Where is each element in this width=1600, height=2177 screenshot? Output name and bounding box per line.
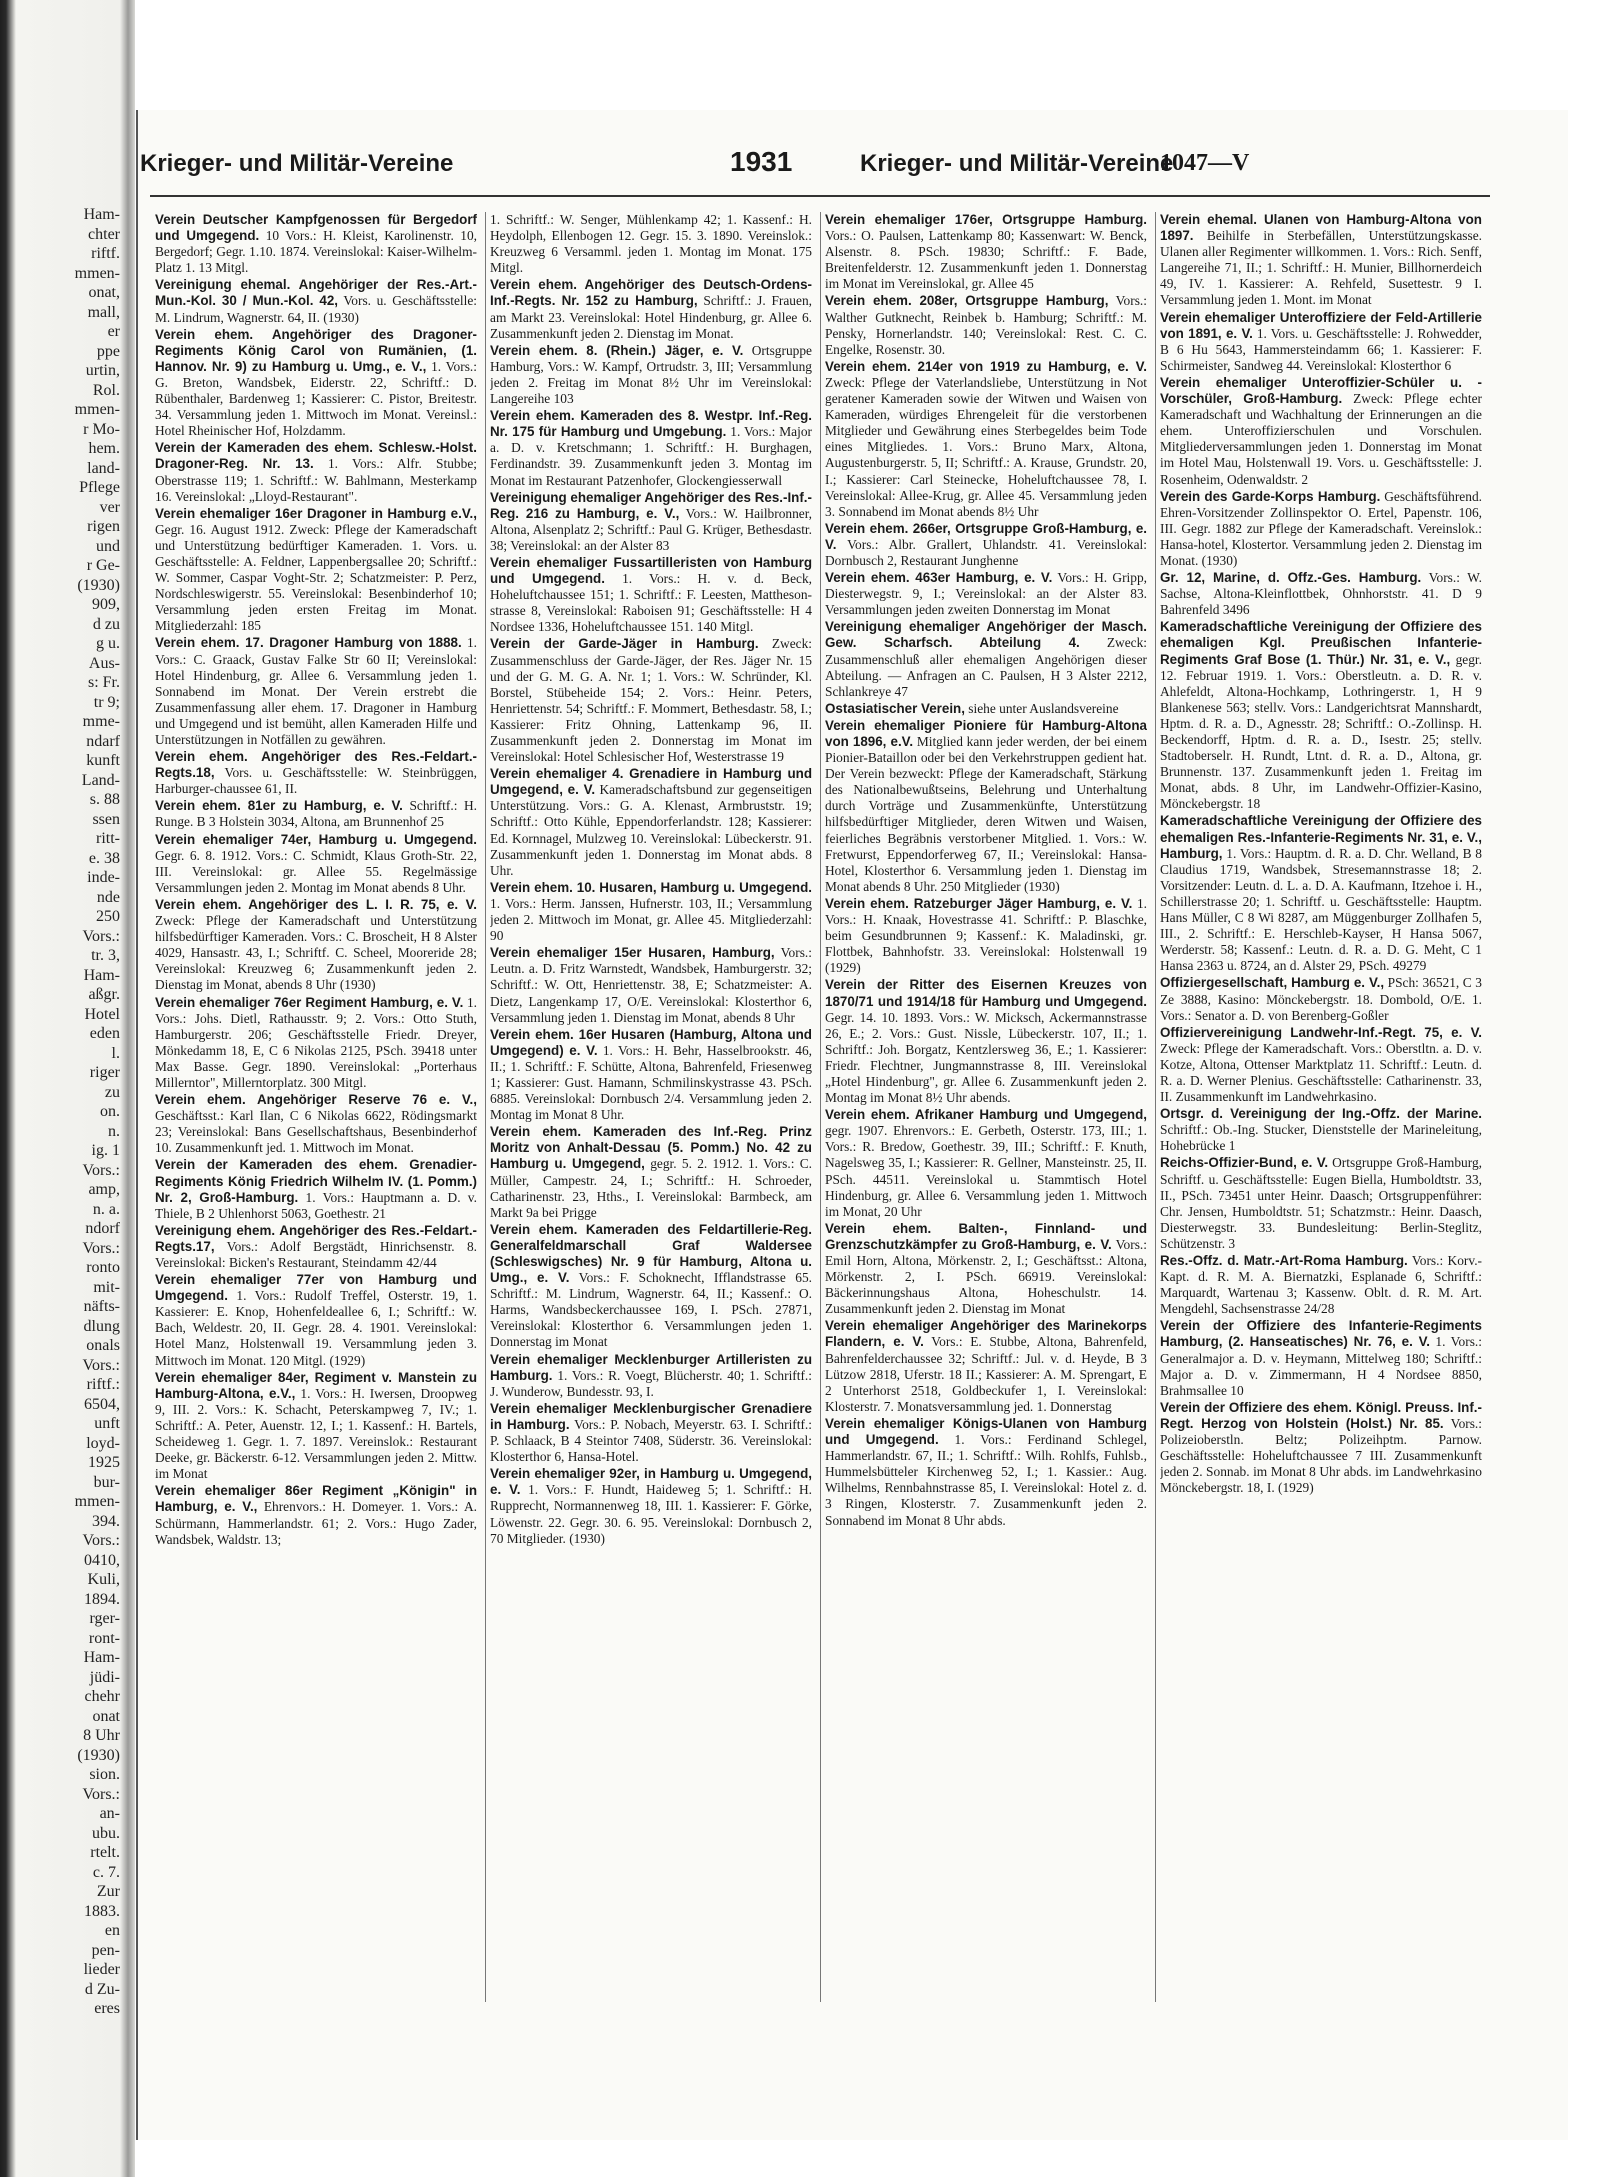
association-entry	[825, 1318, 1147, 1415]
association-entry	[825, 1221, 1147, 1318]
prev-page-fragment: rigen	[87, 518, 120, 535]
association-entry	[155, 327, 477, 440]
prev-page-fragment: ssen	[92, 810, 120, 828]
association-entry	[1160, 1106, 1482, 1154]
association-name: Verein ehem. Kameraden des Feldartillerie-Reg. Generalfeldmarschall Graf Waldersee (Schleswigsches) Nr. 9 für Hamburg, Altona u. Umg., e. V.	[490, 1221, 812, 1286]
prev-page-fragment: Land-	[81, 771, 120, 789]
association-entry	[1160, 1155, 1482, 1252]
prev-page-fragment: (1930)	[77, 1746, 120, 1764]
association-details: Vors.: Emil Horn, Altona, Mörkenstr. 2, I.; Geschäftsst.: Altona, Mörkenstr. 2, I. PSch. 66919. Vereinslokal: Bäckerinnungshaus Altona, Hoheschulstr. 14. Zusammenkunft jeden 2. Dienstag im Monat	[825, 1236, 1147, 1317]
association-entry	[155, 635, 477, 748]
prev-page-fragment: riftf.	[91, 245, 120, 262]
association-details: Vors.: Albr. Grallert, Uhlandstr. 41. Vereinslokal: Dornbusch 2, Restaurant Junghenne	[825, 536, 1147, 568]
association-entry	[1160, 570, 1482, 618]
prev-page-fragment: ritt-	[96, 830, 120, 847]
association-entry	[155, 832, 477, 896]
association-entry	[825, 570, 1147, 618]
association-details: Vors.: H. Gripp, Diesterwegstr. 9, I.; Vereinslokal: an der Alster 83. Versammlungen jeden zweiten Donnerstag im Monat	[825, 570, 1147, 618]
association-entry	[1160, 1025, 1482, 1105]
association-entry	[490, 555, 812, 635]
association-name: Verein der Kameraden des ehem. Schlesw.-Holst. Dragoner-Reg. Nr. 13.	[155, 440, 477, 472]
prev-page-fragment: Ham-	[83, 966, 120, 984]
prev-page-fragment: 1925	[88, 1454, 120, 1471]
prev-page-fragment: s: Fr.	[87, 674, 120, 691]
association-details: 1. Vors.: Generalmajor a. D. v. Heymann, Mittelweg 180; Schriftf.: Major a. D. v. Zimmermann, H 4 Nordsee 8850, Brahmsallee 10	[1160, 1334, 1482, 1398]
prev-page-fragment: ig. 1	[91, 1142, 120, 1159]
association-details: Vors.: Korv.-Kapt. d. R. M. A. Biernatzki, Esplanade 6, Schriftf.: Marquardt, Wartenau 3; Kassenw. Oblt. d. R. M. Art. Mengdehl, Sachsenstrasse 24/28	[1160, 1253, 1482, 1317]
association-entry	[490, 1222, 812, 1351]
association-details: 1. Vors.: H. v. d. Beck, Hoheluftchaussee 151; 1. Schriftf.: F. Leesten, Mattheson-strasse 8, Vereinslokal: Raboisen 91; Geschäftsstelle: H 4 Nordsee 1336, Hoheluftchaussee 151. 140 Mitgl.	[490, 571, 812, 635]
association-entry	[155, 995, 477, 1092]
prev-page-fragment: 250	[96, 908, 120, 925]
prev-page-fragment: kunft	[86, 752, 120, 769]
prev-page-fragment: 6504,	[84, 1395, 120, 1413]
association-details: 10 Vors.: H. Kleist, Karolinenstr. 10, Bergedorf; Gegr. 1.10. 1874. Vereinslokal: Kaiser-Wilhelm-Platz 1. 13 Mitgl.	[155, 228, 477, 276]
association-details: Geschäftsst.: Karl Ilan, C 6 Nikolas 6622, Rödingsmarkt 23; Vereinslokal: Bans Gesellschaftshaus, Besenbinderhof 10. Zusammenkunft jed. 1. Mittwoch im Monat.	[155, 1108, 477, 1156]
association-details: 1. Vors.: F. Hundt, Haideweg 5; 1. Schriftf.: H. Rupprecht, Normannenweg 18, III. 1. Kassierer: F. Görke, Löwenstr. 22. Gegr. 30. 6. 95. Vereinslokal: Dornbusch 2, 70 Mitglieder. (1930)	[490, 1482, 812, 1546]
association-name: Verein ehem. 10. Husaren, Hamburg u. Umgegend.	[490, 879, 812, 895]
association-entry	[490, 1401, 812, 1465]
prev-page-fragment: l.	[111, 1044, 120, 1062]
association-details: Zweck: Zusammenschluss der Garde-Jäger, der Res. Jäger Nr. 15 und der G. M. G. A. Nr. 1; 1. Vors.: W. Schründer, Kl. Borstel, Stübeheide 154; 2. Vors.: Heinr. Peters, Henriettenstr. 54; Schriftf.: F. Mommert, Bethesdastr. 58, I.; Kassierer: Fritz Ohning, Lattenkamp 96, II. Zusammenkunft jeden 2. Donnerstag im Monat im Vereinslokal: Hotel Schlesischer Hof, Westerstrasse 19	[490, 636, 812, 765]
association-details: Zweck: Zusammenschluß aller ehemaligen Angehörigen dieser Abteilung. — Anfragen an C. Paulsen, H 3 Alster 2212, Schlankreye 47	[825, 635, 1147, 699]
prev-page-fragment: amp,	[88, 1181, 120, 1198]
association-name: Verein der Ritter des Eisernen Kreuzes von 1870/71 und 1914/18 für Hamburg und Umgegend.	[825, 977, 1147, 1009]
association-entry	[490, 880, 812, 944]
association-name: Verein ehem. Kameraden des 8. Westpr. Inf.-Reg. Nr. 175 für Hamburg und Umgebung.	[490, 408, 812, 440]
association-details: Vors.: E. Stubbe, Altona, Bahrenfeld, Bahrenfelderchaussee 32; Schriftf.: Jul. v. d. Heyde, B 3 Lützow 2818, Uferstr. 18 II.; Kassierer: A. M. Sprengart, E 2 Unterhorst 2518, Goldbeckufer 1, I. Vereinslokal: Klosterstr. 7. Monatsversammlung jed. 1. Donnerstag	[825, 1334, 1147, 1414]
association-details: Vors.: W. Sachse, Altona-Kleinflottbek, Ohnhorststr. 41. D 9 Bahrenfeld 3496	[1160, 570, 1482, 618]
prev-page-fragment: Rol.	[92, 381, 120, 399]
prev-page-fragment: Vors.:	[82, 1356, 120, 1374]
prev-page-fragment: tr. 3,	[91, 947, 120, 964]
directory-columns	[155, 212, 1495, 2012]
prev-page-fragment: 394.	[92, 1512, 120, 1530]
association-name: Verein ehemaliger 86er Regiment „Königin" in Hamburg, e. V.,	[155, 1483, 477, 1515]
association-details: Beihilfe in Sterbefällen, Unterstützungskasse. Ulanen aller Regimenter willkommen. 1. Vors.: Rich. Senff, Langereihe 71, II.; 1. Schriftf.: H. Munier, Billhornerdeich 49, IV. 1. Kassierer: A. Rehfeld, Susettestr. 9 I. Versammlung jeden 1. Mont. im Monat	[1160, 228, 1482, 308]
association-details: 1. Vors.: C. Graack, Gustav Falke Str 60 II; Vereinslokal: Hotel Hindenburg, gr. Allee 6. Versammlung jeden 1. Sonnabend im Monat. Der Verein erstrebt die Zusammenfassung aller ehem. 17. Dragoner in Hamburg und Umgegend und ist bemüht, allen Kameraden Hilfe und Unterstützungen in Notfällen zu gewähren.	[155, 635, 477, 747]
prev-page-fragment: näfts-	[83, 1298, 120, 1315]
association-name: Verein ehemaliger 76er Regiment Hamburg, e. V.	[155, 994, 464, 1010]
association-entry	[490, 945, 812, 1025]
association-details: 1. Schriftf.: W. Senger, Mühlenkamp 42; 1. Kassenf.: H. Heydolph, Ellenbogen 12. Gegr. 15. 3. 1890. Vereinslok.: Kreuzweg 6 Versamml. jeden 1. Montag im Monat. 175 Mitgl.	[490, 212, 812, 276]
association-entry	[155, 749, 477, 797]
association-name: Verein ehemaliger Fussartilleristen von Hamburg und Umgegend.	[490, 554, 812, 587]
association-name: Ostasiatischer Verein,	[825, 700, 965, 716]
prev-page-fragment: mmen-	[74, 264, 120, 282]
prev-page-fragment: 1894.	[84, 1590, 120, 1608]
prev-page-fragment: mall,	[87, 303, 120, 321]
association-entry	[825, 1416, 1147, 1529]
association-name: Reichs-Offizier-Bund, e. V.	[1160, 1155, 1329, 1171]
association-entry	[155, 1157, 477, 1221]
association-entry	[490, 277, 812, 341]
association-name: Verein ehemaliger 15er Husaren, Hamburg,	[490, 945, 775, 961]
association-name: Verein ehem. Kameraden des Inf.-Reg. Prinz Moritz von Anhalt-Dessau (5. Pomm.) No. 42 zu Hamburg u. Umgegend,	[490, 1124, 812, 1172]
association-entry	[490, 636, 812, 765]
header-right-title: Krieger- und Militär-Vereine	[860, 150, 1174, 177]
association-entry	[155, 440, 477, 504]
previous-page-edge	[8, 205, 120, 2105]
prev-page-fragment: (1930)	[77, 576, 120, 594]
association-name: Verein ehem. 463er Hamburg, e. V.	[825, 570, 1053, 586]
prev-page-fragment: ndarf	[86, 732, 120, 750]
association-entry	[825, 212, 1147, 292]
association-name: Vereinigung ehemal. Angehöriger der Res.-Art.-Mun.-Kol. 30 / Mun.-Kol. 42,	[155, 277, 477, 309]
association-entry	[490, 343, 812, 407]
prev-page-fragment: Aus-	[88, 654, 120, 672]
column-1	[155, 212, 477, 2012]
association-details: Vors.: Leutn. a. D. Fritz Warnstedt, Wandsbek, Hamburgerstr. 32; Schriftf.: W. Ott, Henriettenstr. 38, E; Schatzmeister: A. Dietz, Langenkamp 17, O/E. Vereinslokal: Klosterthor 6, Versammlung jeden 1. Dienstag im Monat, abends 8 Uhr	[490, 945, 812, 1025]
prev-page-fragment: n.	[108, 1122, 120, 1140]
association-entry	[155, 1223, 477, 1271]
prev-page-fragment: aßgr.	[88, 986, 120, 1003]
prev-page-fragment: chter	[88, 225, 120, 243]
prev-page-fragment: Ham-	[83, 206, 120, 223]
prev-page-fragment: mit-	[93, 1278, 120, 1296]
prev-page-fragment: ndorf	[85, 1220, 120, 1237]
prev-page-fragment: inde-	[87, 869, 120, 886]
association-details: Vors.: Adolf Bergstädt, Hinrichsenstr. 8. Vereinslokal: Bicken's Restaurant, Steindamm 42/44	[155, 1238, 477, 1270]
association-entry	[155, 1370, 477, 1483]
prev-page-fragment: en	[104, 1922, 120, 1939]
association-name: Verein ehem. 17. Dragoner Hamburg von 1888.	[155, 635, 462, 651]
association-details: Ehrenvors.: H. Domeyer. 1. Vors.: A. Schürmann, Hammerlandstr. 61; 2. Vors.: Hugo Zader, Wandsbek, Waldstr. 13;	[155, 1499, 477, 1547]
association-entry	[825, 521, 1147, 569]
association-name: Vereinigung ehemaliger Angehöriger des Res.-Inf.-Reg. 216 zu Hamburg, e. V.,	[490, 489, 812, 521]
association-details: Kameradschaftsbund zur gegenseitigen Unterstützung. Vors.: G. A. Klenast, Armbruststr. 19; Schriftf.: Otto Kühle, Eppendorferlandstr. 128; Kassierer: Ed. Kornnagel, Mulzweg 10. Vereinslokal: Lübeckerstr. 91. Zusammenkunft jeden 1. Donnerstag im Monat abds. 8 Uhr.	[490, 782, 812, 878]
association-name: Verein ehemal. Ulanen von Hamburg-Altona von 1897.	[1160, 212, 1482, 244]
prev-page-fragment: r Mo-	[83, 420, 120, 438]
association-details: Zweck: Pflege der Vaterlandsliebe, Unterstützung in Not geratener Kameraden sowie der Witwen und Waisen von Kameraden, würdiges Ehrengeleit für die verstorbenen Mitglieder und Gewährung eines Sterbegeldes beim Tode eines Mitgliedes. 1. Vors.: Bruno Marx, Altona, Augustenburgerstr. 5, II; Schriftf.: A. Krause, Grundstr. 20, I.; Kassierer: Carl Steinecke, Hoheluftchaussee 78, I. Vereinslokal: Allee-Krug, gr. Allee 45. Versammlung jeden 3. Sonnabend im Monat abends 8½ Uhr	[825, 374, 1147, 519]
association-entry	[1160, 813, 1482, 974]
association-name: Verein ehem. Angehöriger Reserve 76 e. V.,	[155, 1092, 477, 1108]
prev-page-fragment: Vors.:	[82, 1239, 120, 1257]
association-entry	[490, 1352, 812, 1400]
association-entry	[155, 1092, 477, 1156]
association-entry	[490, 1124, 812, 1221]
association-entry	[825, 718, 1147, 895]
prev-page-fragment: eres	[94, 2000, 120, 2017]
association-details: 1. Vors. u. Geschäftsstelle: J. Rohwedder, B 6 Hu 5643, Hammersteindamm 66; 1. Kassierer: F. Schirmeister, Sandweg 44. Vereinslokal: Klosterthor 6	[1160, 325, 1482, 373]
prev-page-fragment: sion.	[89, 1766, 120, 1783]
association-details: 1. Vors.: Johs. Dietl, Rathausstr. 9; 2. Vors.: Otto Stuth, Hamburgerstr. 206; Geschäftsstelle Friedr. Dreyer, Mönkedamm 18, E, C 6 Nikolas 2125, PSch. 39418 unter Max Basse. Gegr. 1890. Vereinslokal: „Porterhaus Millerntor", Millerntorplatz. 300 Mitgl.	[155, 994, 477, 1090]
association-details: gegr. 1907. Ehrenvors.: E. Gerbeth, Osterstr. 173, III.; 1. Vors.: R. Bredow, Goethestr. 39, III.; Schriftf.: F. Knuth, Nagelsweg 35, I.; Kassierer: R. Gellner, Mansteinstr. 25, II. PSch. 44511. Vereinslokal u. Stammtisch Hotel Hindenburg, gr. Allee 6. Versammlung jeden 1. Mittwoch im Monat, 20 Uhr	[825, 1123, 1147, 1219]
association-name: Verein ehemaliger Pioniere für Hamburg-Altona von 1896, e.V.	[825, 717, 1147, 749]
association-entry	[825, 977, 1147, 1106]
association-details: 1. Vors.: Alfr. Stubbe; Oberstrasse 119; 1. Schriftf.: W. Bahlmann, Mesterkamp 16. Vereinslokal: „Lloyd-Restaurant".	[155, 456, 477, 504]
prev-page-fragment: er	[107, 323, 120, 340]
association-details: 1. Vors.: H. Knaak, Hovestrasse 41. Schriftf.: P. Blaschke, beim Gesundbrunnen 9; Kassenf.: K. Maladinski, gr. Flottbek, Bahnhofstr. 33. Vereinslokal: Holstenwall 19 (1929)	[825, 895, 1147, 976]
prev-page-fragment: land-	[87, 459, 120, 477]
association-name: Verein der Garde-Jäger in Hamburg.	[490, 636, 759, 652]
prev-page-fragment: riger	[89, 1064, 120, 1081]
association-details: Vors.: Polizeioberstln. Beltz; Polizeihptm. Parnow. Geschäftsstelle: Hoheluftchaussee 7 III. Zusammenkunft jeden 2. Sonnab. im Monat 8 Uhr abds. im Landwehrkasino Mönckebergstr. 18, I. (1929)	[1160, 1415, 1482, 1496]
association-entry	[155, 1272, 477, 1369]
association-name: Offiziervereinigung Landwehr-Inf.-Regt. 75, e. V.	[1160, 1024, 1482, 1040]
association-name: Verein ehem. Balten-, Finnland- und Grenzschutzkämpfer zu Groß-Hamburg, e. V.	[825, 1220, 1147, 1252]
prev-page-fragment: ver	[99, 498, 120, 516]
prev-page-fragment: mme-	[82, 713, 120, 730]
prev-page-fragment: Hotel	[84, 1005, 120, 1023]
association-name: Verein Deutscher Kampfgenossen für Bergedorf und Umgegend.	[155, 212, 477, 244]
association-name: Kameradschaftliche Vereinigung der Offiziere des ehemaligen Kgl. Preußischen Infanterie-Regiments Graf Bose (1. Thür.) Nr. 31, e. V.,	[1160, 619, 1482, 667]
association-details: Gegr. 6. 8. 1912. Vors.: C. Schmidt, Klaus Groth-Str. 22, III. Vereinslokal: gr. Allee 55. Regelmässige Versammlungen jeden 2. Montag im Monat abends 8 Uhr.	[155, 847, 477, 895]
association-details: 1. Vors.: Ferdinand Schlegel, Hammerlandstr. 67, II.; 1. Schriftf.: Wilh. Rohlfs, Fuhlsb., Hummelsbütteler Kirchenweg 52, I.; 1. Kassier.: Aug. Wilhelms, Rennbahnstrasse 85, I. Vereinslokal: Hotel z. d. 3 Ringen, Klosterstr. 7. Zusammenkunft jeden 2. Sonnabend im Monat 8 Uhr abds.	[825, 1432, 1147, 1528]
prev-page-fragment: hem.	[88, 440, 120, 457]
association-name: Verein ehemaliger Mecklenburger Artilleristen zu Hamburg.	[490, 1351, 812, 1383]
association-entry	[1160, 489, 1482, 569]
association-details: 1. Vors.: Hauptmann a. D. v. Thiele, B 2 Uhlenhorst 5063, Goethestr. 21	[155, 1189, 477, 1221]
prev-page-fragment: 1883.	[84, 1902, 120, 1920]
association-details: Gegr. 14. 10. 1893. Vors.: W. Micksch, Ackermannstrasse 26, E.; 2. Vors.: Gust. Nissle, Lübeckerstr. 107, II.; 1. Schriftf.: Joh. Borgatz, Kentzlersweg 36, E.; 1. Kassierer: Friedr. Flechtner, Jungmannstrasse 8, III. Vereinslokal „Hotel Hindenburg", gr. Allee 6. Zusammenkunft jeden 2. Montag im Monat 8½ Uhr abends.	[825, 1009, 1147, 1106]
association-entry	[155, 897, 477, 994]
prev-page-fragment: eden	[89, 1025, 120, 1042]
association-details: Zweck: Pflege der Kameradschaft. Vors.: Oberstltn. a. D. v. Kotze, Altona, Ottenser Marktplatz 11. Schriftf.: Leutn. d. R. a. D. Werner Plenius. Geschäftsstelle: Catharinenstr. 33, II. Zusammenkunft im Landwehrkasino.	[1160, 1040, 1482, 1105]
association-details: 1. Vors.: H. Iwersen, Droopweg 9, III. 2. Vors.: K. Schacht, Peterskampweg 7, IV.; 1. Schriftf.: A. Peter, Auenstr. 12, I.; 1. Kassenf.: H. Bartels, Scheideweg 1. Gegr. 1. 7. 1897. Vereinslok.: Restaurant Deeke, gr. Bäckerstr. 6-12. Versammlungen jeden 2. Mittw. im Monat	[155, 1385, 477, 1482]
association-entry	[825, 701, 1147, 717]
column-3	[825, 212, 1147, 2012]
association-name: Verein ehem. Angehöriger des Dragoner-Regiments König Carol von Rumänien, (1. Hannov. Nr. 9) zu Hamburg u. Umg., e. V.,	[155, 326, 477, 374]
association-entry	[1160, 1318, 1482, 1398]
association-details: Ortsgruppe Groß-Hamburg, Schriftf. u. Geschäftsstelle: Eugen Biella, Humboldtstr. 33, II., PSch. 73451 unter Heinr. Daasch; Ortsgruppenführer: Chr. Jensen, Humboldtstr. 51; Schatzmstr.: Heinr. Daasch, Diesterwegstr. 33. Bundesleitung: Berlin-Steglitz, Schützenstr. 3	[1160, 1155, 1482, 1251]
association-name: Verein ehemaliger Angehöriger des Marinekorps Flandern, e. V.	[825, 1318, 1147, 1350]
association-name: Verein ehemaliger 176er, Ortsgruppe Hamburg.	[825, 212, 1147, 227]
association-details: Vors. u. Geschäftsstelle: W. Steinbrüggen, Harburger-chaussee 61, II.	[155, 765, 477, 797]
prev-page-fragment: onat	[92, 1707, 120, 1725]
association-entry	[1160, 1253, 1482, 1317]
association-details: Schriftf.: Ob.-Ing. Stucker, Dienststelle der Marineleitung, Hohebrücke 1	[1160, 1122, 1482, 1154]
association-name: Verein ehem. Ratzeburger Jäger Hamburg, e. V.	[825, 895, 1133, 911]
association-details: Ortsgruppe Hamburg, Vors.: W. Kampf, Ortrudstr. 3, III; Versammlung jeden 2. Freitag im Monat 8½ Uhr im Vereinslokal: Langereihe 103	[490, 342, 812, 407]
prev-page-fragment: Vors.:	[82, 1785, 120, 1803]
association-entry	[1160, 1400, 1482, 1497]
prev-page-fragment: ront-	[88, 1629, 120, 1647]
association-entry	[490, 766, 812, 879]
prev-page-fragment: e. 38	[88, 849, 120, 867]
prev-page-fragment: 0410,	[84, 1551, 120, 1569]
association-entry	[825, 896, 1147, 976]
association-name: Verein ehem. Afrikaner Hamburg und Umgegend,	[825, 1107, 1147, 1123]
prev-page-fragment: on.	[100, 1103, 120, 1120]
prev-page-fragment: ubu.	[92, 1824, 120, 1842]
association-name: Verein ehemaliger Unteroffizier-Schüler u. -Vorschüler, Groß-Hamburg.	[1160, 374, 1482, 407]
association-details: Zweck: Pflege der Kameradschaft und Unterstützung hilfsbedürftiger Kameraden. Vors.: C. Broscheit, H 8 Alster 4029, Hansastr. 43, I.; Schriftf. C. Scheel, Mooreride 28; Vereinslokal: Kreuzweg 6; Zusammenkunft jeden 2. Dienstag im Monat, abends 8 Uhr (1930)	[155, 913, 477, 993]
association-details: 1. Vors.: R. Voegt, Blücherstr. 40; 1. Schriftf.: J. Wunderow, Bundesstr. 93, I.	[490, 1367, 812, 1399]
association-entry	[155, 1483, 477, 1547]
association-name: Res.-Offz. d. Matr.-Art-Roma Hamburg.	[1160, 1253, 1408, 1268]
header-rule	[150, 195, 1490, 197]
prev-page-fragment: Zur	[96, 1883, 120, 1900]
association-name: Verein ehemaliger Königs-Ulanen von Hamburg und Umgegend.	[825, 1415, 1147, 1448]
association-entry	[825, 1107, 1147, 1220]
prev-page-fragment: d zu	[92, 615, 120, 633]
prev-page-fragment: Vors.:	[82, 1161, 120, 1179]
prev-page-fragment: s. 88	[89, 791, 120, 808]
association-details: Geschäftsführend. Ehren-Vorsitzender Zollinspektor O. Ertel, Papenstr. 106, III. Gegr. 1882 zur Pflege der Kameradschaft. Vereinslok.: Hansa-hotel, Klostertor. Versammlung jeden 2. Dienstag im Monat. (1930)	[1160, 488, 1482, 568]
prev-page-fragment: Ham-	[83, 1649, 120, 1666]
prev-page-fragment: tr 9;	[93, 693, 120, 711]
header-page-number: 1047—V	[1160, 150, 1250, 176]
association-name: Verein ehem. Angehöriger des Deutsch-Ordens-Inf.-Regts. Nr. 152 zu Hamburg,	[490, 277, 812, 309]
association-entry	[155, 212, 477, 276]
association-details: 1. Vors.: Major a. D. v. Kretschmann; 1. Schriftf.: H. Burghagen, Ferdinandstr. 39. Zusammenkunft jeden 3. Montag im Monat im Restaurant Patzenhofer, Glockengiesserwall	[490, 424, 812, 488]
prev-page-fragment: ppe	[96, 342, 120, 360]
association-entry	[490, 490, 812, 554]
association-details: Zweck: Pflege echter Kameradschaft und Wachhaltung der Erinnerungen an die ehem. Unteroffizierschulen und Vorschulen. Mitgliederversammlungen jeden 1. Donnerstag im Monat im Hotel Mau, Holstenwall 19. Vors. u. Geschäftsstelle: J. Rosenheim, Odenwaldstr. 2	[1160, 391, 1482, 487]
prev-page-fragment: dlung	[83, 1317, 120, 1335]
prev-page-fragment: und	[96, 537, 120, 555]
association-details: Mitglied kann jeder werden, der bei einem Pionier-Bataillon oder bei den Verkehrstruppen gedient hat. Der Verein bezweckt: Pflege der Kameradschaft, Stärkung des Nationalbewußtseins, Belehrung und Unterhaltung durch Vorträge und Zusammenkünfte, Unterstützung hilfsbedürftiger Mitglieder, deren Witwen und Waisen, feierliches Begräbnis verstorbener Mitglied. 1. Vors.: W. Fretwurst, Eppendorferweg 67, II.; Vereinslokal: Hansa-Hotel, Klosterthor 6. Versammlung jeden 1. Dienstag im Monat abends 8 Uhr. 250 Mitglieder (1930)	[825, 734, 1147, 894]
association-details: gegr. 12. Februar 1919. 1. Vors.: Oberstleutn. a. D. R. v. Ahlefeldt, Altona-Hochkamp, Lothringerstr. 1, H 9 Blankenese 563; stellv. Vors.: Landgerichtsrat Mannshardt, Hptm. d. R. a. D., Agnesstr. 28; Schriftf.: O.-Zollinsp. H. Beckendorff, Hptm. d. R. a. D., Isestr. 25; stellv. Stadtoberselr. H. Rundt, Ltnt. d. R. a. D., Altona, gr. Brunnenstr. 137. Zusammenkunft jeden 1. Freitag im Monat, abds. 8 Uhr, im Landwehr-Offizier-Kasino, Mönckebergstr. 18	[1160, 651, 1482, 812]
association-entry	[825, 359, 1147, 520]
association-name: Verein der Offiziere des ehem. Königl. Preuss. Inf.-Regt. Herzog von Holstein (Holst.) Nr. 85.	[1160, 1399, 1482, 1431]
association-name: Ortsgr. d. Vereinigung der Ing.-Offz. der Marine.	[1160, 1106, 1482, 1122]
association-entry	[155, 277, 477, 325]
association-details: Schriftf.: J. Frauen, am Markt 23. Vereinslokal: Hotel Hindenburg, gr. Allee 6. Zusammenkunft jeden 2. Dienstag im Monat.	[490, 293, 812, 341]
association-name: Verein ehemaliger 84er, Regiment v. Manstein zu Hamburg-Altona, e.V.,	[155, 1369, 477, 1401]
association-name: Verein ehem. 16er Husaren (Hamburg, Altona und Umgegend) e. V.	[490, 1026, 812, 1058]
prev-page-fragment: rger-	[89, 1610, 120, 1627]
prev-page-fragment: Kuli,	[87, 1571, 120, 1588]
association-name: Verein ehemaliger Mecklenburgischer Grenadiere in Hamburg.	[490, 1400, 812, 1432]
association-details: Vors.: F. Schoknecht, Ifflandstrasse 65. Schriftf.: M. Lindrum, Wagnerstr. 64, II.; Kassenf.: O. Harms, Wandsbeckerchaussee 169, I. PSch. 27871, Vereinslokal: Klosterthor 6. Versammlungen jeden 1. Donnerstag im Monat	[490, 1270, 812, 1350]
association-entry	[1160, 212, 1482, 309]
association-name: Verein ehemaliger 4. Grenadiere in Hamburg und Umgegend, e. V.	[490, 766, 812, 798]
association-details: Vors.: W. Hailbronner, Altona, Alsenplatz 2; Schriftf.: Paul G. Krüger, Bethesdastr. 38; Vereinslokal: an der Alster 83	[490, 505, 812, 553]
prev-page-fragment: Vors.:	[82, 927, 120, 945]
association-entry	[1160, 375, 1482, 488]
association-name: Verein ehem. 214er von 1919 zu Hamburg, e. V.	[825, 358, 1147, 374]
association-name: Verein ehemaliger 92er, in Hamburg u. Umgegend, e. V.	[490, 1466, 812, 1498]
association-name: Verein ehem. 81er zu Hamburg, e. V.	[155, 798, 403, 814]
association-name: Verein ehem. Angehöriger des L. I. R. 75, e. V.	[155, 896, 477, 912]
association-entry	[155, 798, 477, 830]
association-details: Vors.: O. Paulsen, Lattenkamp 80; Kassenwart: W. Benck, Alsenstr. 8. PSch. 19830; Schriftf.: F. Bade, Breitenfelderstr. 12. Zusammenkunft jeden 1. Donnerstag im Monat im Vereinslokal, gr. Allee 45	[825, 228, 1147, 292]
prev-page-fragment: riftf.:	[86, 1376, 120, 1393]
association-name: Verein der Offiziere des Infanterie-Regiments Hamburg, (2. Hanseatisches) Nr. 76, e. V.	[1160, 1318, 1482, 1350]
prev-page-fragment: pen-	[91, 1941, 120, 1959]
prev-page-fragment: 8 Uhr	[83, 1727, 120, 1744]
prev-page-fragment: Pflege	[79, 479, 120, 496]
association-name: Verein der Kameraden des ehem. Grenadier-Regiments König Friedrich Wilhelm IV. (1. Pomm.) Nr. 2, Groß-Hamburg.	[155, 1157, 477, 1205]
association-entry	[825, 293, 1147, 357]
association-name: Verein ehem. 8. (Rhein.) Jäger, e. V.	[490, 342, 744, 358]
header-year: 1931	[730, 146, 793, 177]
association-entry	[825, 619, 1147, 699]
column-2	[490, 212, 812, 2012]
prev-page-fragment: Vors.:	[82, 1532, 120, 1549]
association-details: 1. Vors.: Rudolf Treffel, Osterstr. 19, 1. Kassierer: E. Knop, Hohenfeldeallee 6, I.; Schriftf.: W. Bach, Weldestr. 20, II. Gegr. 28. 4. 1901. Vereinslokal: Hotel Manz, Holstenwall 19. Versammlung jeden 3. Mittwoch im Monat. 120 Mitgl. (1929)	[155, 1288, 477, 1368]
association-name: Vereinigung ehem. Angehöriger des Res.-Feldart.-Regts.17,	[155, 1222, 477, 1254]
prev-page-fragment: zu	[104, 1083, 120, 1101]
association-name: Verein ehemaliger 16er Dragoner in Hamburg e.V.,	[155, 505, 477, 521]
association-details: PSch: 36521, C 3 Ze 3888, Kasino: Mönckebergstr. 18. Dombold, O/E. 1. Vors.: Senator a. D. von Berenberg-Goßler	[1160, 975, 1482, 1023]
prev-page-fragment: loyd-	[86, 1434, 120, 1452]
prev-page-fragment: d Zu-	[84, 1980, 120, 1998]
association-details: Vors.: Walther Gutknecht, Reinbek b. Hamburg; Schriftf.: M. Pensky, Hornerlandstr. 140; Vereinslokal: Rest. C. C. Engelke, Rosenstr. 30.	[825, 293, 1147, 357]
column-4	[1160, 212, 1482, 2012]
association-name: Verein ehem. 266er, Ortsgruppe Groß-Hamburg, e. V.	[825, 520, 1147, 552]
prev-page-fragment: onat,	[88, 284, 120, 301]
association-details: 1. Vors.: Hauptm. d. R. a. D. Chr. Welland, B 8 Claudius 1719, Wandsbek, Stresemannstrasse 18; 2. Vorsitzender: Leutn. d. L. a. D. A. Kaufmann, Itzehoe i. H., Schillerstrasse 20; 1. Schriftf. u. Geschäftsstelle: Hauptm. Hans Müller, C 8 Wi 8287, am Müggenburger Zollhafen 5, III., 2. Schriftf.: E. Herschleb-Kayser, H Hansa 5067, Werderstr. 58; Kassenf.: Leutn. d. R. a. D. G. Meht, C 1 Hansa 2363 u. 8724, an d. Alster 29, PSch. 49279	[1160, 845, 1482, 974]
association-entry	[490, 212, 812, 276]
prev-page-fragment: r Ge-	[86, 557, 120, 574]
association-details: 1. Vors.: G. Breton, Wandsbek, Eiderstr. 22, Schriftf.: D. Rübenthaler, Bardenweg 1; Kassierer: C. Pistor, Breitestr. 34. Versammlung jeden 1. Mittwoch im Monat. Vereinsl.: Hotel Rheinischer Hof, Holzdamm.	[155, 358, 477, 439]
prev-page-fragment: onals	[86, 1337, 120, 1354]
association-name: Offiziergesellschaft, Hamburg e. V.,	[1160, 975, 1385, 991]
association-details: Vors.: P. Nobach, Meyerstr. 63. I. Schriftf.: P. Schlaack, B 4 Steintor 7408, Süderstr. 36. Vereinslokal: Klosterthor 6, Hansa-Hotel.	[490, 1416, 812, 1465]
association-entry	[490, 408, 812, 488]
association-name: Verein ehemaliger 77er von Hamburg und Umgegend.	[155, 1272, 477, 1304]
prev-page-fragment: 909,	[92, 596, 120, 613]
association-name: Verein ehem. Angehöriger des Res.-Feldart.-Regts.18,	[155, 749, 477, 781]
association-entry	[1160, 619, 1482, 812]
prev-page-fragment: an-	[99, 1805, 120, 1822]
prev-page-fragment: mmen-	[74, 401, 120, 418]
prev-page-fragment: n. a.	[92, 1200, 120, 1218]
prev-page-fragment: unft	[94, 1415, 120, 1432]
running-header	[140, 146, 1480, 190]
association-entry	[1160, 975, 1482, 1023]
association-entry	[1160, 310, 1482, 374]
header-left-title: Krieger- und Militär-Vereine	[140, 150, 454, 177]
prev-page-fragment: lieder	[83, 1961, 120, 1978]
association-name: Gr. 12, Marine, d. Offz.-Ges. Hamburg.	[1160, 570, 1422, 586]
prev-page-fragment: c. 7.	[92, 1863, 120, 1881]
prev-page-fragment: jüdi-	[89, 1668, 120, 1686]
association-details: 1. Vors.: H. Behr, Hasselbrookstr. 46, II.; 1. Schriftf.: F. Schütte, Altona, Bahrenfeld, Friesenweg 1; Kassierer: Gust. Hamann, Schmilinskystrasse 43. PSch. 6885. Vereinslokal: Dornbusch 2/4. Versammlung jeden 2. Montag im Monat 8 Uhr.	[490, 1042, 812, 1123]
association-entry	[155, 506, 477, 635]
association-details: siehe unter Auslandsvereine	[968, 700, 1119, 716]
association-name: Verein des Garde-Korps Hamburg.	[1160, 488, 1381, 504]
association-name: Verein ehemaliger 74er, Hamburg u. Umgegend.	[155, 831, 477, 847]
prev-page-fragment: urtin,	[85, 362, 120, 379]
prev-page-fragment: mmen-	[74, 1493, 120, 1510]
association-details: 1. Vors.: Herm. Janssen, Hufnerstr. 103, II.; Versammlung jeden 2. Mittwoch im Monat, gr. Allee 45. Mitgliederzahl: 90	[490, 895, 812, 944]
association-entry	[490, 1027, 812, 1124]
association-name: Verein ehem. 208er, Ortsgruppe Hamburg,	[825, 293, 1109, 309]
association-details: Schriftf.: H. Runge. B 3 Holstein 3034, Altona, am Brunnenhof 25	[155, 798, 477, 830]
association-details: gegr. 5. 2. 1912. 1. Vors.: C. Müller, Campestr. 24, I.; Schriftf.: H. Schroeder, Catharinenstr. 23, Hths., I. Vereinslokal: Barmbeck, am Markt 9a bei Prigge	[490, 1156, 812, 1220]
prev-page-fragment: rtelt.	[90, 1844, 120, 1861]
association-name: Kameradschaftliche Vereinigung der Offiziere des ehemaligen Res.-Infanterie-Regiments Nr. 31, e. V., Hamburg,	[1160, 813, 1482, 861]
prev-page-fragment: ronto	[86, 1259, 120, 1276]
prev-page-fragment: nde	[96, 888, 120, 906]
prev-page-fragment: chehr	[84, 1688, 120, 1705]
association-name: Vereinigung ehemaliger Angehöriger der Masch. Gew. Scharfsch. Abteilung 4.	[825, 619, 1147, 651]
association-details: Vors. u. Geschäftsstelle: M. Lindrum, Wagnerstr. 64, II. (1930)	[155, 293, 477, 325]
association-entry	[490, 1466, 812, 1546]
association-details: Gegr. 16. August 1912. Zweck: Pflege der Kameradschaft und Unterstützung bedürftiger Kameraden. 1. Vors. u. Geschäftsstelle: A. Feldner, Lappenbergsallee 20; Schriftf.: W. Sommer, Caspar Voght-Str. 2; Schatzmeister: P. Perz, Nordschleswigerstr. 55. Vereinslokal: Besenbinderhof 10; Versammlung jeden ersten Freitag im Monat. Mitgliederzahl: 185	[155, 521, 477, 634]
prev-page-fragment: bur-	[93, 1473, 120, 1491]
prev-page-fragment: g u.	[96, 635, 120, 652]
association-name: Verein ehemaliger Unteroffiziere der Feld-Artillerie von 1891, e. V.	[1160, 309, 1482, 341]
